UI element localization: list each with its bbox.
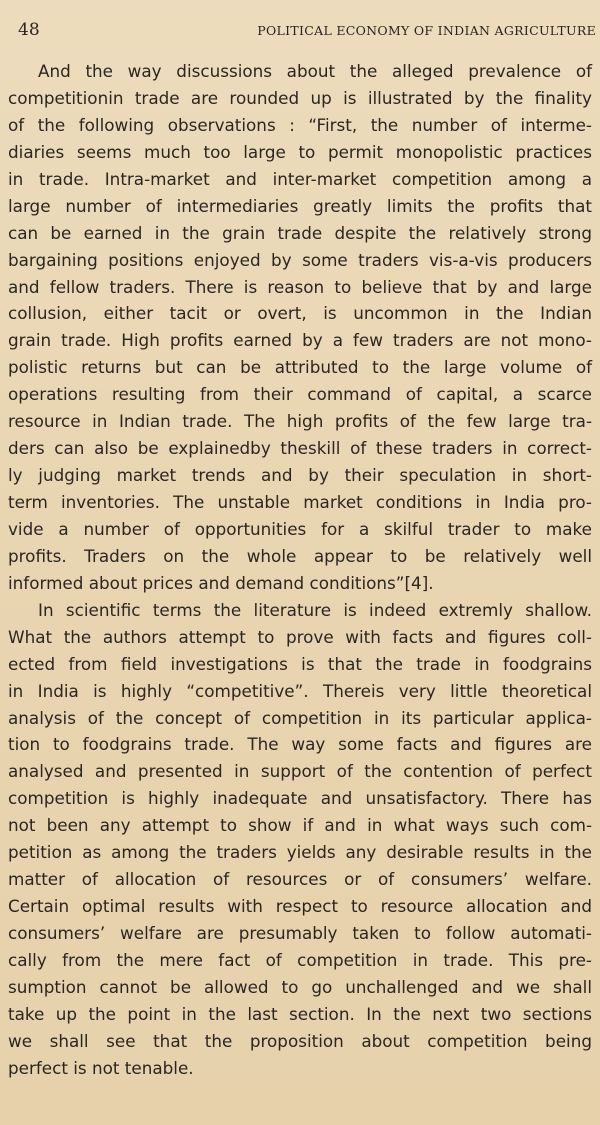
running-head: POLITICAL ECONOMY OF INDIAN AGRICULTURE bbox=[257, 23, 596, 38]
text-line: ly judging market trends and by their speculation in short- bbox=[8, 465, 592, 486]
text-line: ected from field investigations is that the trade in foodgrains bbox=[8, 653, 592, 674]
text-line: perfect is not tenable. bbox=[8, 1057, 194, 1078]
text-line: large number of intermediaries greatly limits the profits that bbox=[8, 195, 592, 216]
text-line: consumers’ welfare are presumably taken to follow automati- bbox=[8, 923, 592, 943]
text-line: grain trade. High profits earned by a few traders are not mono- bbox=[8, 330, 592, 351]
text-line: not been any attempt to show if and in what ways such com- bbox=[8, 815, 592, 836]
text-line: in trade. Intra-market and inter-market competition among a bbox=[8, 168, 592, 189]
text-line: cally from the mere fact of competition in trade. This pre- bbox=[8, 949, 592, 970]
text-line: and fellow traders. There is reason to believe that by and large bbox=[8, 276, 592, 297]
text-line: competitionin trade are rounded up is illustrated by the finality bbox=[8, 87, 592, 108]
page-header bbox=[0, 20, 600, 44]
text-line: in India is highly “competitive”. Thereis very little theoretical bbox=[8, 680, 592, 701]
text-line: diaries seems much too large to permit monopolistic practices bbox=[8, 141, 592, 162]
text-line: term inventories. The unstable market conditions in India pro- bbox=[8, 492, 592, 512]
paragraph-2 bbox=[8, 597, 592, 1082]
text-line: polistic returns but can be attributed to the large volume of bbox=[8, 357, 592, 378]
text-line: analysis of the concept of competition in its particular applica- bbox=[8, 707, 592, 728]
page-number: 48 bbox=[18, 20, 40, 40]
text-line: operations resulting from their command of capital, a scarce bbox=[8, 384, 592, 405]
text-line: tion to foodgrains trade. The way some facts and figures are bbox=[8, 734, 592, 755]
text-line: of the following observations : “First, the number of interme- bbox=[8, 114, 592, 135]
text-line: competition is highly inadequate and unsatisfactory. There has bbox=[8, 788, 592, 809]
text-line: vide a number of opportunities for a skilful trader to make bbox=[8, 518, 592, 539]
text-line: And the way discussions about the alleged prevalence of bbox=[38, 61, 592, 81]
paragraph-1 bbox=[8, 58, 592, 597]
text-line: sumption cannot be allowed to go unchallenged and we shall bbox=[8, 976, 592, 997]
text-line: In scientific terms the literature is indeed extremly shallow. bbox=[38, 599, 592, 620]
text-line: profits. Traders on the whole appear to be relatively well bbox=[8, 545, 592, 566]
text-line: matter of allocation of resources or of consumers’ welfare. bbox=[8, 869, 592, 890]
text-line: resource in Indian trade. The high profits of the few large tra- bbox=[8, 411, 592, 432]
text-line: collusion, either tacit or overt, is uncommon in the Indian bbox=[8, 303, 592, 324]
text-line: Certain optimal results with respect to resource allocation and bbox=[8, 896, 592, 917]
text-line: bargaining positions enjoyed by some traders vis-a-vis producers bbox=[8, 249, 592, 270]
text-line: ders can also be explainedby theskill of these traders in correct- bbox=[8, 438, 592, 459]
body-text bbox=[8, 58, 592, 1082]
text-line: petition as among the traders yields any desirable results in the bbox=[8, 842, 592, 863]
text-line: we shall see that the proposition about competition being bbox=[8, 1030, 592, 1051]
text-line: analysed and presented in support of the contention of perfect bbox=[8, 761, 592, 782]
text-line: What the authors attempt to prove with facts and figures coll- bbox=[8, 626, 592, 647]
text-line: informed about prices and demand conditions”[4]. bbox=[8, 572, 434, 593]
text-line: can be earned in the grain trade despite the relatively strong bbox=[8, 222, 592, 243]
text-line: take up the point in the last section. In the next two sections bbox=[8, 1003, 592, 1024]
